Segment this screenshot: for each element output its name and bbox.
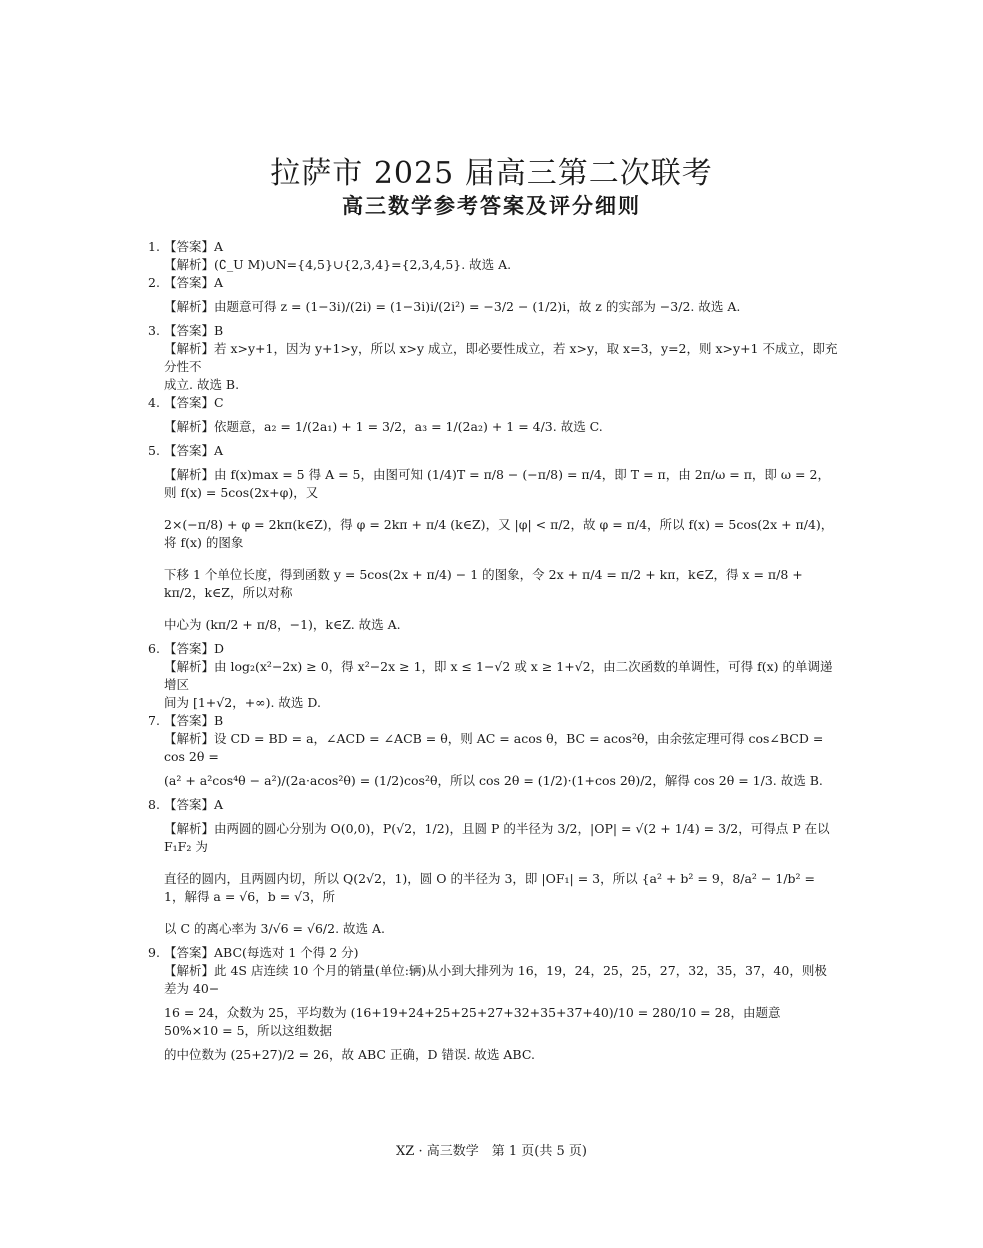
question-number: 1. (148, 239, 160, 254)
answer-label: 【答案】A (164, 443, 224, 458)
question-1 (148, 238, 838, 274)
question-6 (148, 640, 838, 712)
explanation-line: 直径的圆内，且两圆内切，所以 Q(2√2，1)，圆 O 的半径为 3，即 |OF₁| = 3，所以 {a² + b² = 9，8/a² − 1/b² = 1，解得 a = √6，b = √3，所 (164, 871, 815, 904)
question-number: 9. (148, 945, 160, 960)
question-5 (148, 442, 838, 640)
explanation-line: 的中位数为 (25+27)/2 = 26，故 ABC 正确，D 错误. 故选 ABC. (164, 1047, 535, 1062)
explanation-line: 间为 [1+√2，+∞). 故选 D. (164, 695, 321, 710)
answer-label: 【答案】A (164, 797, 224, 812)
question-number: 2. (148, 275, 160, 290)
question-8 (148, 796, 838, 944)
explanation-line: 【解析】由 f(x)max = 5 得 A = 5，由图可知 (1/4)T = π/8 − (−π/8) = π/4，即 T = π，由 2π/ω = π，即 ω = 2，则 f(x) = 5cos(2x+φ)，又 (164, 467, 830, 500)
page-footer: XZ · 高三数学 第 1 页(共 5 页) (396, 1144, 587, 1159)
question-3 (148, 322, 838, 394)
question-number: 8. (148, 797, 160, 812)
answer-label: 【答案】B (164, 713, 224, 728)
answer-label: 【答案】C (164, 395, 224, 410)
explanation-line: 2×(−π/8) + φ = 2kπ(k∈Z)，得 φ = 2kπ + π/4 (k∈Z)，又 |φ| < π/2，故 φ = π/4，所以 f(x) = 5cos(2x + π/4)，将 f(x) 的图象 (164, 517, 834, 550)
explanation-line: 以 C 的离心率为 3/√6 = √6/2. 故选 A. (164, 921, 385, 936)
answer-label: 【答案】A (164, 275, 224, 290)
question-number: 5. (148, 443, 160, 458)
explanation-line: 【解析】由 log₂(x²−2x) ≥ 0，得 x²−2x ≥ 1，即 x ≤ 1−√2 或 x ≥ 1+√2，由二次函数的单调性，可得 f(x) 的单调递增区 (164, 659, 833, 692)
explanation-line: 【解析】(∁_U M)∪N={4,5}∪{2,3,4}={2,3,4,5}. 故选 A. (164, 257, 512, 272)
explanation-line: (a² + a²cos⁴θ − a²)/(2a·acos²θ) = (1/2)cos²θ，所以 cos 2θ = (1/2)·(1+cos 2θ)/2，解得 cos 2θ = 1/3. 故选 B. (164, 773, 823, 788)
answer-label: 【答案】D (164, 641, 225, 656)
explanation-line: 【解析】此 4S 店连续 10 个月的销量(单位:辆)从小到大排列为 16，19，24，25，25，27，32，35，37，40，则极差为 40− (164, 963, 827, 996)
answer-label: 【答案】B (164, 323, 224, 338)
explanation-line: 【解析】若 x>y+1，因为 y+1>y，所以 x>y 成立，即必要性成立，若 x>y，取 x=3，y=2，则 x>y+1 不成立，即充分性不 (164, 341, 838, 374)
question-number: 4. (148, 395, 160, 410)
page-subtitle: 高三数学参考答案及评分细则 (342, 194, 641, 218)
explanation-line: 【解析】设 CD = BD = a，∠ACD = ∠ACB = θ，则 AC = acos θ，BC = acos²θ，由余弦定理可得 cos∠BCD = cos 2θ = (164, 731, 824, 764)
question-4 (148, 394, 838, 442)
question-number: 7. (148, 713, 160, 728)
explanation-line: 【解析】依题意，a₂ = 1/(2a₁) + 1 = 3/2，a₃ = 1/(2a₂) + 1 = 4/3. 故选 C. (164, 419, 603, 434)
explanation-line: 【解析】由题意可得 z = (1−3i)/(2i) = (1−3i)i/(2i²) = −3/2 − (1/2)i，故 z 的实部为 −3/2. 故选 A. (164, 299, 741, 314)
explanation-line: 【解析】由两圆的圆心分别为 O(0,0)，P(√2，1/2)，且圆 P 的半径为 3/2，|OP| = √(2 + 1/4) = 3/2，可得点 P 在以 F₁F₂ 为 (164, 821, 830, 854)
explanation-line: 中心为 (kπ/2 + π/8，−1)，k∈Z. 故选 A. (164, 617, 401, 632)
page-title: 拉萨市 2025 届高三第二次联考 (270, 156, 713, 191)
question-number: 3. (148, 323, 160, 338)
answer-list (148, 238, 838, 1064)
explanation-line: 下移 1 个单位长度，得到函数 y = 5cos(2x + π/4) − 1 的图象，令 2x + π/4 = π/2 + kπ，k∈Z，得 x = π/8 + kπ/2，k∈Z，所以对称 (164, 567, 803, 600)
question-2 (148, 274, 838, 322)
answer-label: 【答案】A (164, 239, 224, 254)
question-7 (148, 712, 838, 796)
question-number: 6. (148, 641, 160, 656)
question-9 (148, 944, 838, 1064)
explanation-line: 16 = 24，众数为 25，平均数为 (16+19+24+25+25+27+32+35+37+40)/10 = 280/10 = 28，由题意 50%×10 = 5，所以这组数据 (164, 1005, 781, 1038)
answer-label: 【答案】ABC(每选对 1 个得 2 分) (164, 945, 359, 960)
explanation-line: 成立. 故选 B. (164, 377, 240, 392)
